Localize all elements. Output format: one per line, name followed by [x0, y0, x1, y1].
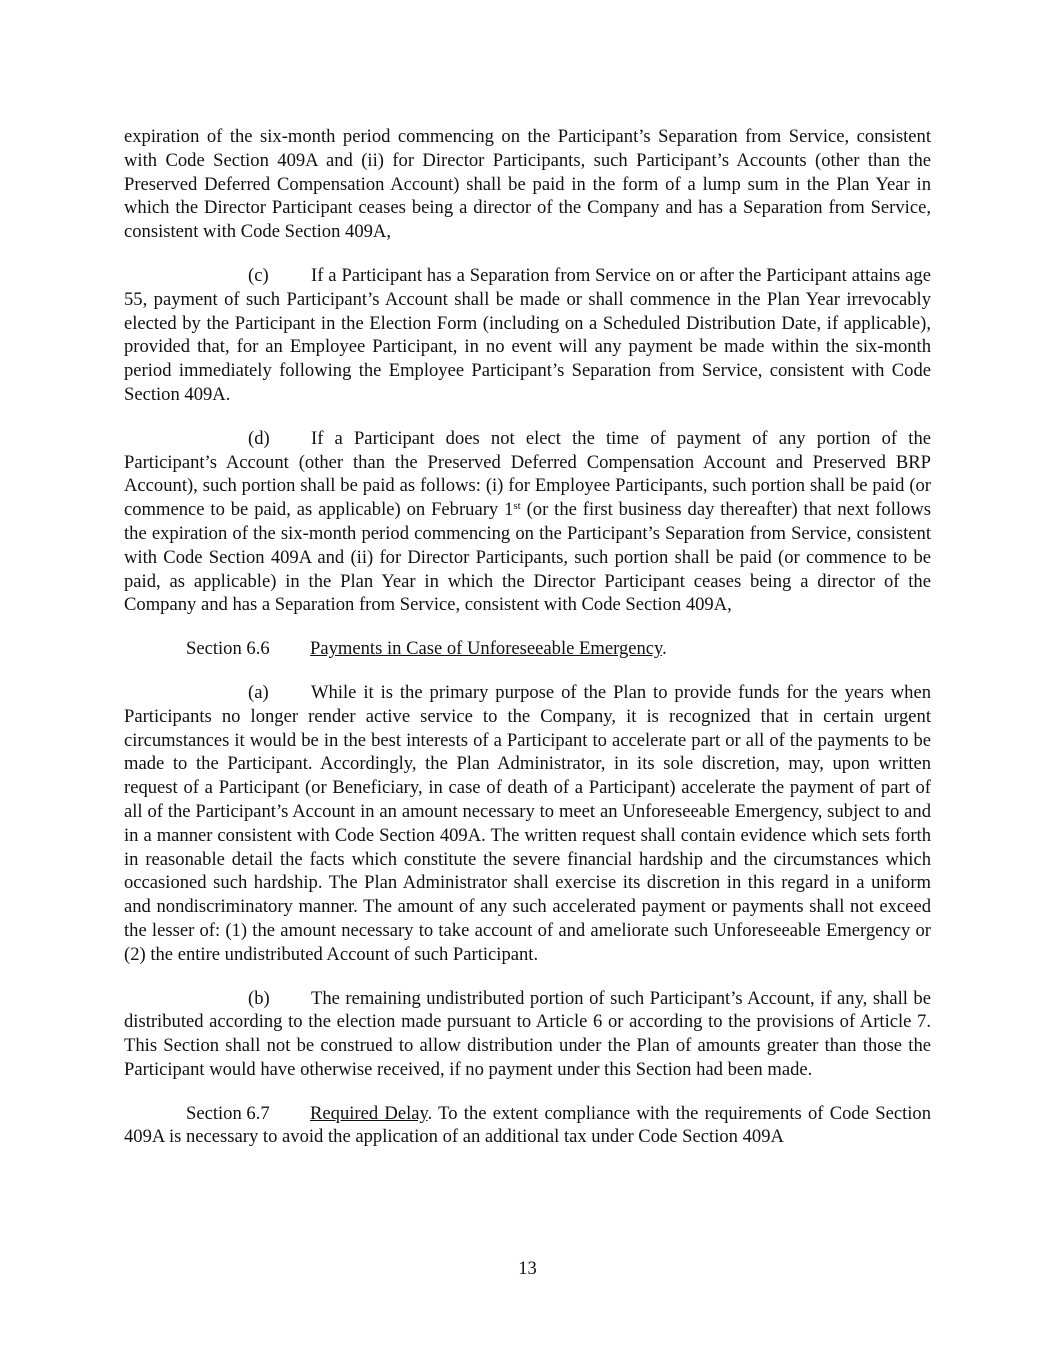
section-6-7	[124, 1102, 931, 1150]
section-6-6-heading	[124, 637, 931, 661]
section-6-6-subsection-a	[124, 681, 931, 967]
subsection-d-label: (d)	[248, 427, 270, 449]
document-page	[124, 125, 931, 1169]
section-6-6-title-end: .	[662, 638, 667, 660]
subsection-d-superscript: st	[513, 500, 521, 513]
section-6-7-title: Required Delay	[310, 1102, 428, 1124]
page-number: 13	[518, 1258, 537, 1279]
section-6-6-b-label: (b)	[248, 987, 270, 1009]
section-6-6-a-text: While it is the primary purpose of the Plan to provide funds for the years when Participants no longer render active service to the Company, it is recognized that in certain urgent circumstances it would be in the best interests of a Participant to accelerate part or all of the payments to be made to the Participant. Accordingly, the Plan Administrator, in its sole discretion, may, upon written request of a Participant (or Beneficiary, in case of death of a Participant) accelerate the payment of part of all of the Participant’s Account in an amount necessary to meet an Unforeseeable Emergency, subject to and in a manner consistent with Code Section 409A. The written request shall contain evidence which sets forth in reasonable detail the facts which constitute the severe financial hardship and the circumstances which occasioned such hardship. The Plan Administrator shall exercise its discretion in this regard in a uniform and nondiscriminatory manner. The amount of any such accelerated payment or payments shall not exceed the lesser of: (1) the amount necessary to take account of and ameliorate such Unforeseeable Emergency or (2) the entire undistributed Account of such Participant.	[124, 681, 931, 965]
subsection-d-text-part1: If a Participant does not elect the time of payment of any portion of the Participant’s Account (other than the Preserved Deferred Compensation Account and Preserved BRP Account), such portion shall be paid as follows: (i) for Employee Participants, such portion shall be paid (or commence to be paid, as applicable) on February 1	[124, 427, 931, 521]
section-6-6-subsection-b	[124, 987, 931, 1082]
subsection-c	[124, 264, 931, 407]
subsection-c-text: If a Participant has a Separation from Service on or after the Participant attains age 55, payment of such Participant’s Account shall be made or shall commence in the Plan Year irrevocably elected by the Participant in the Election Form (including on a Scheduled Distribution Date, if applicable), provided that, for an Employee Participant, in no event will any payment be made within the six-month period immediately following the Employee Participant’s Separation from Service, consistent with Code Section 409A.	[124, 264, 931, 405]
section-6-7-text: . To the extent compliance with the requirements of Code Section 409A is necessary to avoid the application of an additional tax under Code Section 409A	[124, 1102, 932, 1148]
continuation-text: expiration of the six-month period commencing on the Participant’s Separation from Service, consistent with Code Section 409A and (ii) for Director Participants, such Participant’s Accounts (other than the Preserved Deferred Compensation Account) shall be paid in the form of a lump sum in the Plan Year in which the Director Participant ceases being a director of the Company and has a Separation from Service, consistent with Code Section 409A,	[124, 126, 931, 243]
section-6-6-number: Section 6.6	[186, 638, 270, 660]
subsection-c-label: (c)	[248, 264, 269, 286]
section-6-6-b-text: The remaining undistributed portion of such Participant’s Account, if any, shall be distributed according to the election made pursuant to Article 6 or according to the provisions of Article 7. This Section shall not be construed to allow distribution under the Plan of amounts greater than those the Participant would have otherwise received, if no payment under this Section had been made.	[124, 987, 931, 1080]
section-6-7-number: Section 6.7	[186, 1102, 270, 1124]
section-6-6-title: Payments in Case of Unforeseeable Emergency	[310, 638, 663, 660]
continuation-paragraph	[124, 125, 931, 244]
subsection-d-text-part2: (or the first business day thereafter) that next follows the expiration of the six-month period commencing on the Participant’s Separation from Service, consistent with Code Section 409A and (ii) for Director Participants, such portion shall be paid (or commence to be paid, as applicable) in the Plan Year in which the Director Participant ceases being a director of the Company and has a Separation from Service, consistent with Code Section 409A,	[124, 499, 931, 616]
subsection-d	[124, 427, 931, 617]
section-6-6-a-label: (a)	[248, 681, 269, 703]
